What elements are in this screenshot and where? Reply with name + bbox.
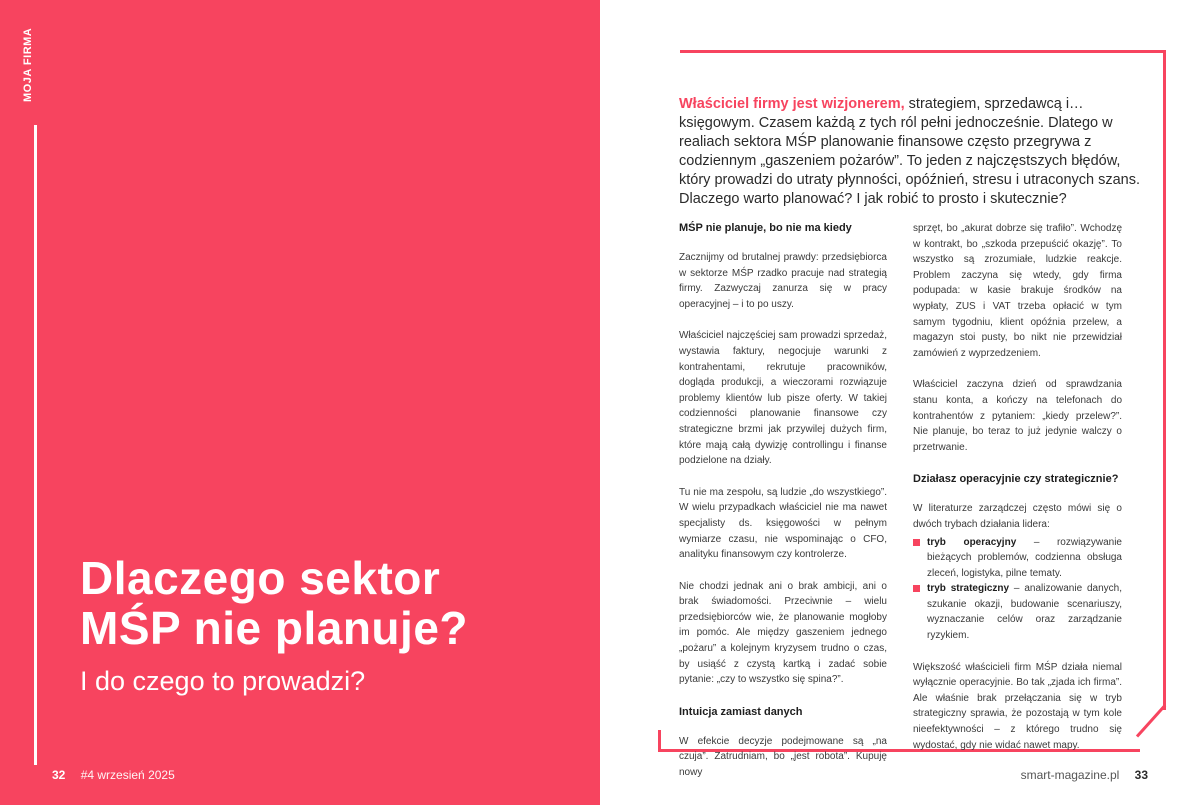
list-item [913,581,1122,643]
paragraph: Właściciel najczęściej sam prowadzi sprzedaż, wystawia faktury, negocjuje warunki z kontrahentami, rekrutuje pracowników, dogląda produkcji, a wieczorami rozwiązuje problemy klientów lub pisze oferty. W takiej codzienności planowanie finansowe czy strategiczne brzmi jak przywilej dużych firm, które mają całą dywizję controllingu i finanse podzielone na działy. [679,330,887,467]
article-title-line-1: Dlaczego sektor [80,552,441,604]
section-label: MOJA FIRMA [22,28,34,103]
article-lead [679,95,1141,209]
right-page [600,0,1200,805]
paragraph: W efekcie decyzje podejmowane są „na czuja”. Zatrudniam, bo „jest robota”. Kupuję nowy [679,735,887,779]
footer-left [52,768,175,782]
frame-line-right [1163,50,1166,710]
paragraph: Nie chodzi jednak ani o brak ambicji, ani o brak świadomości. Przeciwnie – wielu przedsiębiorców wie, że planowanie mogłoby im pomóc. Ale między gaszeniem jednego „pożaru” a kolejnym kryzysem trudno o czas, by usiąść z czystą kartką i zadać sobie pytanie: „czy to wszystko się spina?”. [679,580,887,686]
page-number-left: 32 [52,768,66,782]
section-heading-3: Działasz operacyjnie czy strategicznie? [913,473,1119,486]
text-column-2 [913,221,1122,769]
square-bullet-icon [913,585,920,592]
list-item-bold: tryb strategiczny [927,583,1010,595]
paragraph: Większość właścicieli firm MŚP działa niemal wyłącznie operacyjnie. Bo tak „zjada ich firma”. Ale właśnie brak przełączania się w tryb strategiczny sprawia, że pozostają w tym kole nieefektywności – z którego trudno się wydostać, gdy nie widać nawet mapy. [913,661,1122,751]
website-link[interactable]: smart-magazine.pl [1020,768,1120,782]
article-title [80,553,580,653]
bullet-list [913,535,1122,644]
issue-info: #4 wrzesień 2025 [80,768,175,782]
list-item-text: – rozwiązywanie bieżących problemów, codzienna obsługa zleceń, logistyka, pilne tematy. [927,536,1122,579]
square-bullet-icon [913,539,920,546]
paragraph: Zacznijmy od brutalnej prawdy: przedsiębiorca w sektorze MŚP rzadko pracuje nad strategią firmy. Zazwyczaj zanurza się w pracy operacyjnej – i to po uszy. [679,252,887,310]
page-number-right: 33 [1134,768,1148,782]
section-divider-line [34,125,37,765]
list-item [913,535,1122,582]
footer-right [1021,768,1148,782]
paragraph: Tu nie ma zespołu, są ludzie „do wszystkiego”. W wielu przypadkach właściciel nie ma nawet specjalisty ds. księgowości w pełnym wymiarze czasu, nie wspominając o CFO, analityku finansowym czy kontrolerze. [679,486,887,561]
lead-accent: Właściciel firmy jest wizjonerem, [679,96,905,112]
frame-line-corner [1136,704,1166,737]
list-item-text: – analizowanie danych, szukanie okazji, budowanie scenariuszy, wyznaczanie celów oraz zarządzanie ryzykiem. [927,583,1122,642]
paragraph: Właściciel zaczyna dzień od sprawdzania stanu konta, a kończy na telefonach do kontrahentów z pytaniem: „kiedy przelew?”. Nie planuje, bo teraz to już jedynie walczy o przetrwanie. [913,379,1122,453]
paragraph: sprzęt, bo „akurat dobrze się trafiło”. Wchodzę w kontrakt, bo „szkoda przepuścić okazję”. To wszystko są zrozumiałe, ludzkie reakcje. Problem zaczyna się wtedy, gdy firma podupada: w kasie brakuje środków na wypłaty, ZUS i VAT trzeba opłacić w tym samym tygodniu, klient opóźnia przelew, a magazyn stoi pusty, bo nikt nie przewidział zamówień z wyprzedzeniem. [913,223,1122,359]
list-item-bold: tryb operacyjny [927,536,1017,548]
article-title-line-2: MŚP nie planuje? [80,602,468,654]
article-subtitle: I do czego to prowadzi? [80,666,366,696]
text-column-1 [679,220,887,797]
lead-text: strategiem, sprzedawcą i… księgowym. Czasem każdą z tych ról pełni jednocześnie. Dlatego w realiach sektora MŚP planowanie finansowe często przegrywa z codziennym „gaszeniem pożarów”. To jeden z najczęstszych błędów, który prowadzi do utraty płynności, opóźnień, stresu i utraconych szans. Dlaczego warto planować? I jak robić to prosto i skutecznie? [679,96,1141,207]
frame-line-left [658,730,661,752]
section-heading-2: Intuicja zamiast danych [679,705,803,718]
frame-line-top [680,50,1166,53]
paragraph: W literaturze zarządczej często mówi się o dwóch trybach działania lidera: [913,503,1122,530]
section-heading-1: MŚP nie planuje, bo nie ma kiedy [679,222,852,234]
